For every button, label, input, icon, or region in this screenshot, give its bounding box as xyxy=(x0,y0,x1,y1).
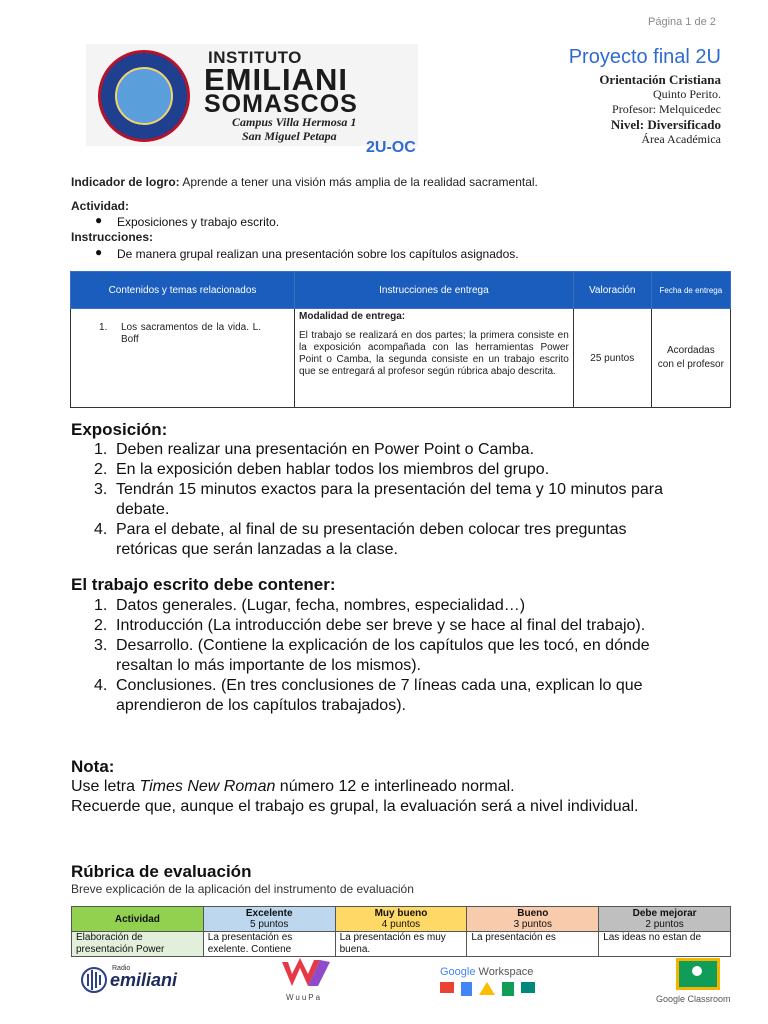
rubric-title: Rúbrica de evaluación xyxy=(71,862,252,881)
rubric-cell: La presentación es exelente. Contiene xyxy=(203,932,335,957)
indicator-line xyxy=(71,175,538,189)
content-text: Los sacramentos de la vida. L. Boff xyxy=(121,322,261,345)
list-item: 2. En la exposición deben hablar todos los miembros del grupo. xyxy=(94,461,550,478)
rubric-cell: Elaboración de presentación Power xyxy=(72,932,204,957)
google-workspace-logo: Google Workspace xyxy=(440,966,535,996)
sheets-icon xyxy=(502,982,514,996)
logo-line-5: San Miguel Petapa xyxy=(242,129,337,143)
course-code: 2U-OC xyxy=(366,139,416,156)
nota-line-1: Use letra Times New Roman número 12 e interlineado normal. xyxy=(71,778,515,795)
table-cell-date: Acordadas con el profesor xyxy=(651,309,730,408)
rubric-header-bueno: Bueno 3 puntos xyxy=(467,907,599,932)
school-seal-icon xyxy=(98,50,190,142)
project-title: Proyecto final 2U xyxy=(568,46,721,68)
wuupa-icon xyxy=(278,958,334,990)
rubric-table xyxy=(71,906,731,957)
nota-line-2: Recuerde que, aunque el trabajo es grupal, la evaluación será a nivel individual. xyxy=(71,798,639,815)
rubric-header-muy-bueno: Muy bueno 4 puntos xyxy=(335,907,467,932)
workspace-apps-icons xyxy=(440,982,535,996)
instructions-item: De manera grupal realizan una presentación sobre los capítulos asignados. xyxy=(117,247,519,261)
subject: Orientación Cristiana xyxy=(599,72,721,87)
radio-emiliani-logo: Radio emiliani xyxy=(80,962,180,1003)
rubric-cell: Las ideas no estan de xyxy=(599,932,731,957)
nota-title: Nota: xyxy=(71,757,115,776)
drive-icon xyxy=(479,982,495,995)
classroom-icon xyxy=(676,958,720,990)
table-cell-instructions xyxy=(295,309,574,408)
school-logo xyxy=(86,44,418,146)
page-number: Página 1 de 2 xyxy=(648,16,716,28)
list-item: 3. Desarrollo. (Contiene la explicación de los capítulos que les tocó, en dónde resaltan lo más importante de los mismos). xyxy=(94,637,650,674)
list-item: 4. Conclusiones. (En tres conclusiones de 7 líneas cada una, explican lo que aprendieron de los capítulos trabajados). xyxy=(94,677,643,714)
meet-icon xyxy=(521,982,535,993)
indicator-label: Indicador de logro: xyxy=(71,175,180,189)
indicator-text: Aprende a tener una visión más amplia de la realidad sacramental. xyxy=(179,175,538,189)
table-row xyxy=(72,932,731,957)
modality-label: Modalidad de entrega: xyxy=(299,311,406,322)
rubric-cell: La presentación es xyxy=(467,932,599,957)
docs-icon xyxy=(461,982,472,996)
logo-line-4: Campus Villa Hermosa 1 xyxy=(232,115,357,129)
table-header-date: Fecha de entrega xyxy=(651,272,730,309)
escrito-title: El trabajo escrito debe contener: xyxy=(71,575,336,594)
grade: Quinto Perito. xyxy=(653,87,721,101)
rubric-header-activity: Actividad xyxy=(72,907,204,932)
list-item: 1. Datos generales. (Lugar, fecha, nombres, especialidad…) xyxy=(94,597,526,614)
modality-text: El trabajo se realizará en dos partes; la primera consiste en la exposición acompañada con las herramientas Power Point o Camba, la segunda consiste en un trabajo escrito que se entregará al profesor según rúbrica abajo descrita. xyxy=(299,330,569,377)
deliverables-table xyxy=(70,271,731,408)
logo-line-2: EMILIANI xyxy=(204,62,349,97)
list-item: 3. Tendrán 15 minutos exactos para la presentación del tema y 10 minutos para debate. xyxy=(94,481,663,518)
rubric-cell: La presentación es muy buena. xyxy=(335,932,467,957)
rubric-subtitle: Breve explicación de la aplicación del instrumento de evaluación xyxy=(71,882,414,896)
table-header-contents: Contenidos y temas relacionados xyxy=(71,272,295,309)
exposicion-list xyxy=(94,440,714,560)
list-item: 4. Para el debate, al final de su presentación deben colocar tres preguntas retóricas que serán lanzadas a la clase. xyxy=(94,521,627,558)
gmail-icon xyxy=(440,982,454,993)
table-header-instructions: Instrucciones de entrega xyxy=(295,272,574,309)
google-classroom-logo: Google Classroom xyxy=(656,958,731,1004)
table-cell-points: 25 puntos xyxy=(573,309,651,408)
activity-item: Exposiciones y trabajo escrito. xyxy=(117,215,280,229)
table-header-value: Valoración xyxy=(573,272,651,309)
rubric-header-debe-mejorar: Debe mejorar 2 puntos xyxy=(599,907,731,932)
logo-line-3: SOMASCOS xyxy=(204,90,358,118)
content-number: 1. xyxy=(99,322,108,333)
bullet-icon: ● xyxy=(95,213,103,227)
header-info xyxy=(599,72,721,147)
logo-line-1: INSTITUTO xyxy=(208,48,302,67)
level: Nivel: Diversificado xyxy=(610,117,721,132)
table-cell-content xyxy=(71,309,295,408)
list-item: 2. Introducción (La introducción debe ser breve y se hace al final del trabajo). xyxy=(94,617,646,634)
escrito-list xyxy=(94,596,714,716)
teacher: Profesor: Melquicedec xyxy=(612,102,721,116)
wuupa-logo: WuuPa xyxy=(278,958,334,1002)
bullet-icon: ● xyxy=(95,245,103,259)
activity-label: Actividad: xyxy=(71,199,130,213)
rubric-header-excelente: Excelente 5 puntos xyxy=(203,907,335,932)
instructions-label: Instrucciones: xyxy=(71,230,154,244)
area: Área Académica xyxy=(641,132,721,146)
list-item: 1. Deben realizar una presentación en Power Point o Camba. xyxy=(94,441,535,458)
exposicion-title: Exposición: xyxy=(71,420,168,439)
rubric-header-row xyxy=(72,907,731,932)
